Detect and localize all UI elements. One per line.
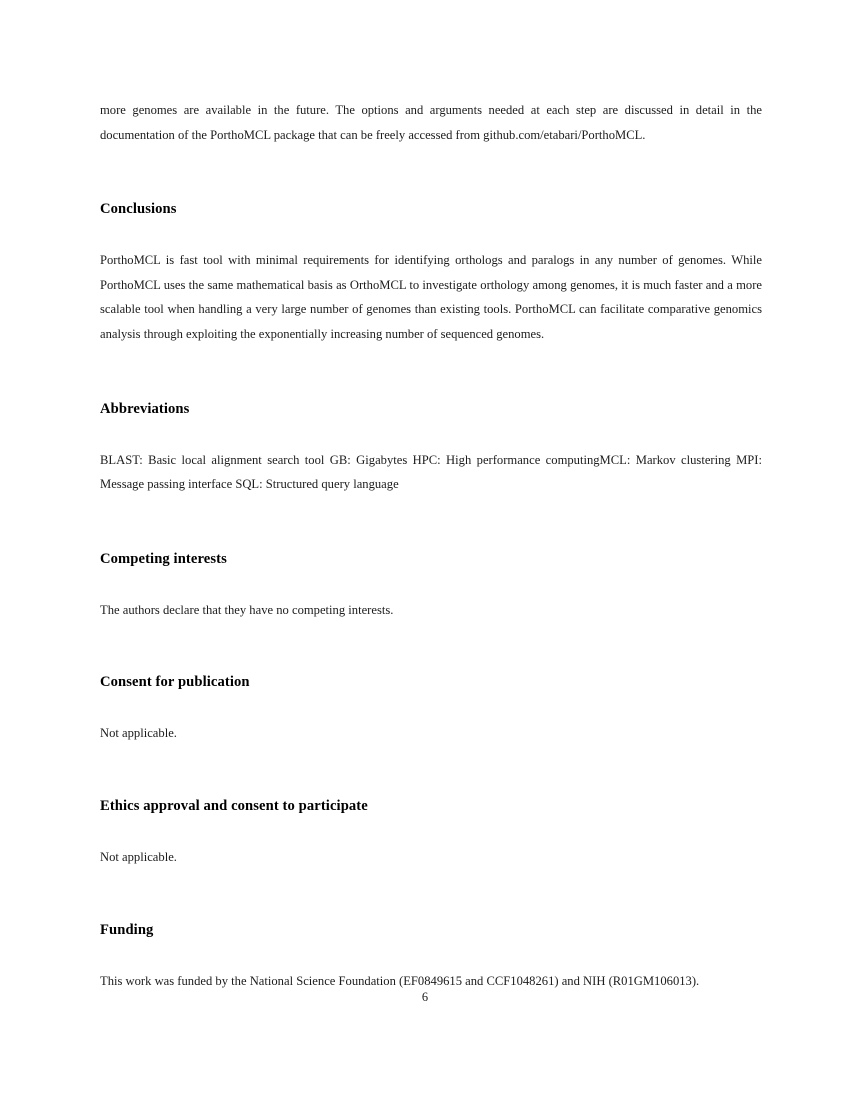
spacer: [100, 497, 762, 549]
section-heading-funding: Funding: [100, 921, 154, 938]
intro-paragraph: more genomes are available in the future. The options and arguments needed at each step are discussed in detail in the documentation of the PorthoMCL package that can be freely accessed from github.com/etabari/PorthoMCL.: [100, 103, 762, 142]
page-number: 6: [421, 990, 429, 1004]
spacer: [100, 816, 762, 845]
section-paragraph-funding: This work was funded by the National Science Foundation (EF0849615 and CCF1048261) and NIH (R01GM106013).: [100, 973, 700, 988]
section-heading-conclusions: Conclusions: [100, 201, 177, 218]
section-heading-consent-for-publication: Consent for publication: [100, 674, 250, 691]
section-paragraph-conclusions: PorthoMCL is fast tool with minimal requirements for identifying orthologs and paralogs in any number of genomes. While PorthoMCL uses the same mathematical basis as OrthoMCL to investigate orthology among genomes, it is much faster and a more scalable tool when handling a very large number of genomes than existing tools. PorthoMCL can facilitate comparative genomics analysis through exploiting the exponentially increasing number of sequenced genomes.: [100, 253, 762, 341]
section-heading-abbreviations: Abbreviations: [100, 400, 190, 417]
spacer: [100, 746, 762, 796]
spacer: [100, 147, 762, 199]
spacer: [100, 219, 762, 248]
spacer: [100, 692, 762, 721]
section-paragraph-ethics-approval: Not applicable.: [100, 849, 177, 864]
spacer: [100, 419, 762, 448]
page-content: [100, 98, 762, 993]
section-paragraph-consent-for-publication: Not applicable.: [100, 726, 177, 741]
section-paragraph-abbreviations: BLAST: Basic local alignment search tool GB: Gigabytes HPC: High performance computingMCL: Markov clustering MPI: Message passing interface SQL: Structured query language: [100, 452, 762, 492]
spacer: [100, 622, 762, 672]
spacer: [100, 347, 762, 399]
spacer: [100, 940, 762, 969]
section-heading-ethics-approval: Ethics approval and consent to participate: [100, 797, 368, 814]
spacer: [100, 870, 762, 920]
section-paragraph-competing-interests: The authors declare that they have no competing interests.: [100, 602, 394, 617]
spacer: [100, 569, 762, 598]
section-heading-competing-interests: Competing interests: [100, 550, 227, 567]
